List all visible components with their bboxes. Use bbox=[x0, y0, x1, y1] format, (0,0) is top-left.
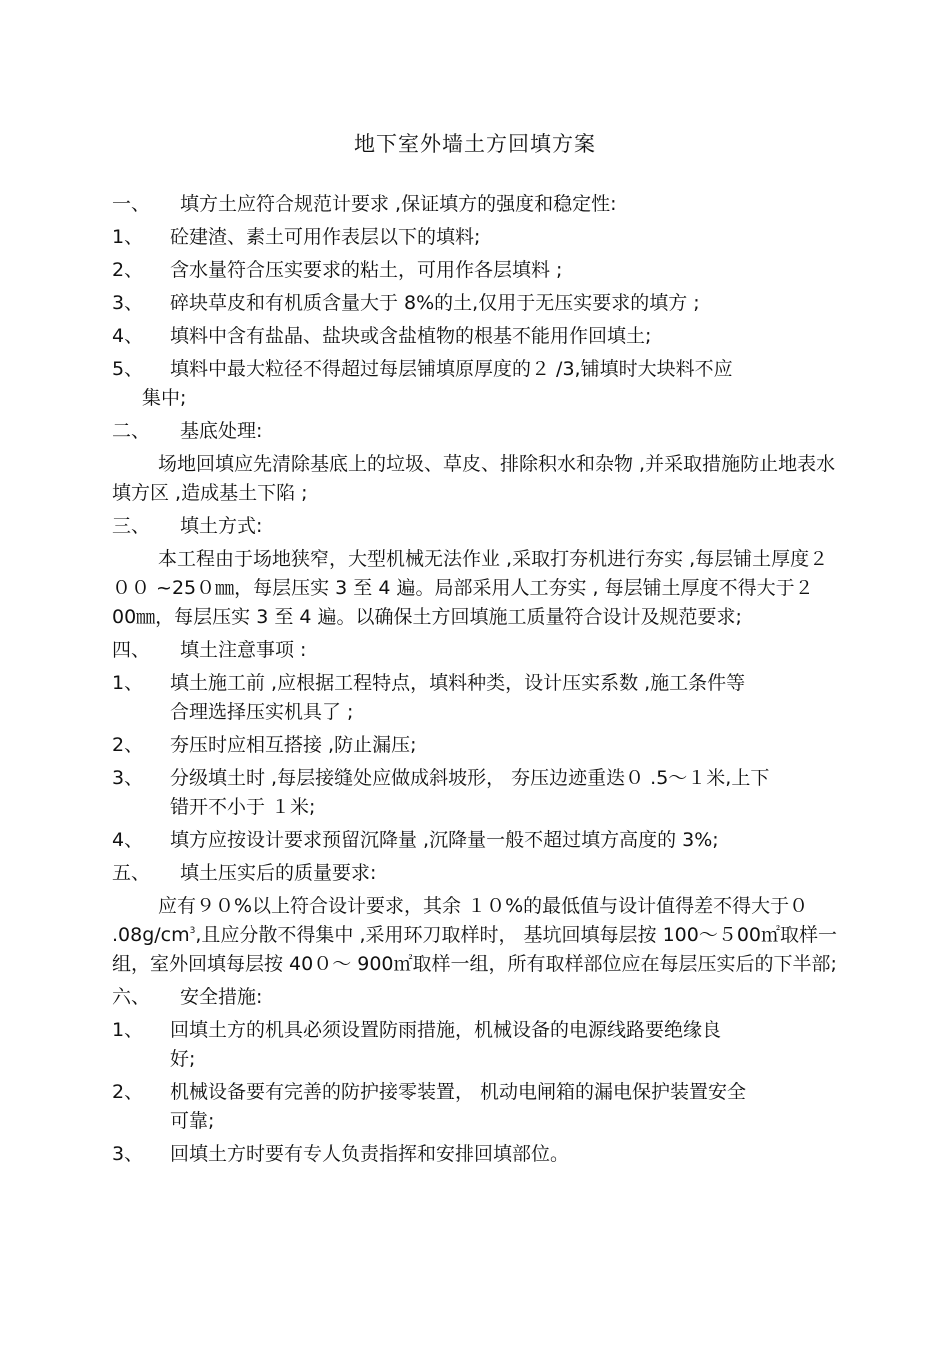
item-text: 机械设备要有完善的防护接零装置， 机动电闸箱的漏电保护装置安全 bbox=[170, 1081, 747, 1103]
paragraph-part: ,且应分散不得集中 ,采用环刀取样时， 基坑回填每层按 100～５00㎡取样一组，室外回填每层按 40０～ 900㎡取样一组，所有取样部位应在每层压实后的下半部; bbox=[112, 924, 838, 975]
item-number: 4、 bbox=[112, 325, 144, 347]
item-text: 砼建渣、素土可用作表层以下的填料; bbox=[170, 226, 481, 248]
item-continuation: 错开不小于 １米; bbox=[170, 796, 316, 818]
list-item bbox=[112, 355, 842, 384]
section-heading bbox=[112, 417, 842, 446]
list-item bbox=[112, 669, 842, 727]
section-number: 二、 bbox=[112, 420, 151, 442]
section-title: 安全措施: bbox=[180, 986, 263, 1008]
item-continuation: 好; bbox=[170, 1048, 196, 1070]
list-item bbox=[112, 731, 842, 760]
item-text: 回填土方的机具必须设置防雨措施，机械设备的电源线路要绝缘良 bbox=[170, 1019, 722, 1041]
item-continuation: 可靠; bbox=[170, 1110, 215, 1132]
item-number: 2、 bbox=[112, 734, 144, 756]
item-text: 碎块草皮和有机质含量大于 8%的土,仅用于无压实要求的填方 ; bbox=[170, 292, 700, 314]
item-number: 1、 bbox=[112, 1019, 144, 1041]
section-heading bbox=[112, 859, 842, 888]
item-continuation: 集中; bbox=[142, 387, 187, 409]
section-number: 五、 bbox=[112, 862, 151, 884]
item-body bbox=[170, 1016, 842, 1074]
superscript-unit: 3 bbox=[189, 926, 196, 936]
list-item bbox=[112, 1140, 842, 1169]
item-text: 填料中含有盐晶、盐块或含盐植物的根基不能用作回填土; bbox=[170, 325, 652, 347]
section-number: 四、 bbox=[112, 639, 151, 661]
section-paragraph: 本工程由于场地狭窄，大型机械无法作业 ,采取打夯机进行夯实 ,每层铺土厚度２００ ~25０㎜，每层压实 3 至 4 遍。局部采用人工夯实 , 每层铺土厚度不得大于２ 00㎜，每层压实 3 至 4 遍。以确保土方回填施工质量符合设计及规范要求; bbox=[112, 548, 829, 628]
item-number: 4、 bbox=[112, 829, 144, 851]
paragraph-part: 应有９０%以上符合设计要求，其余 １０%的最低值与设计值得差不得大于０ .08g/cm bbox=[112, 895, 809, 946]
list-item bbox=[112, 764, 842, 822]
list-item bbox=[112, 1078, 842, 1136]
list-item bbox=[112, 256, 842, 285]
item-body bbox=[170, 764, 842, 822]
section-paragraph bbox=[112, 892, 842, 979]
item-continuation: 合理选择压实机具了 ; bbox=[170, 701, 354, 723]
item-text: 夯压时应相互搭接 ,防止漏压; bbox=[170, 734, 417, 756]
list-item bbox=[112, 322, 842, 351]
section-number: 三、 bbox=[112, 515, 151, 537]
item-number: 5、 bbox=[112, 358, 144, 380]
section-title: 填土注意事项 : bbox=[180, 639, 307, 661]
section-title: 填方土应符合规范计要求 ,保证填方的强度和稳定性: bbox=[180, 193, 617, 215]
item-number: 3、 bbox=[112, 292, 144, 314]
section-paragraph: 场地回填应先清除基底上的垃圾、草皮、排除积水和杂物 ,并采取措施防止地表水填方区 ,造成基土下陷 ; bbox=[112, 453, 836, 504]
item-body bbox=[170, 669, 842, 727]
document-body bbox=[112, 190, 842, 1173]
section-heading bbox=[112, 636, 842, 665]
section-heading bbox=[112, 190, 842, 219]
section-title: 填土方式: bbox=[180, 515, 263, 537]
item-text: 含水量符合压实要求的粘土，可用作各层填料 ; bbox=[170, 259, 563, 281]
list-item bbox=[112, 826, 842, 855]
item-number: 1、 bbox=[112, 672, 144, 694]
section-number: 一、 bbox=[112, 193, 151, 215]
item-body bbox=[170, 1078, 842, 1136]
item-text: 回填土方时要有专人负责指挥和安排回填部位。 bbox=[170, 1143, 570, 1165]
item-text: 填方应按设计要求预留沉降量 ,沉降量一般不超过填方高度的 3%; bbox=[170, 829, 719, 851]
item-text: 填土施工前 ,应根据工程特点，填料种类，设计压实系数 ,施工条件等 bbox=[170, 672, 746, 694]
item-number: 3、 bbox=[112, 767, 144, 789]
list-item bbox=[112, 1016, 842, 1074]
item-text: 填料中最大粒径不得超过每层铺填原厚度的２ /3,铺填时大块料不应 bbox=[170, 358, 733, 380]
item-number: 3、 bbox=[112, 1143, 144, 1165]
item-number: 2、 bbox=[112, 1081, 144, 1103]
document-title: 地下室外墙土方回填方案 bbox=[354, 132, 596, 156]
list-item bbox=[112, 223, 842, 252]
section-number: 六、 bbox=[112, 986, 151, 1008]
section-title: 填土压实后的质量要求: bbox=[180, 862, 377, 884]
item-number: 2、 bbox=[112, 259, 144, 281]
section-title: 基底处理: bbox=[180, 420, 263, 442]
item-text: 分级填土时 ,每层接缝处应做成斜坡形， 夯压边迹重迭０ .5～１米,上下 bbox=[170, 767, 770, 789]
section-heading bbox=[112, 512, 842, 541]
list-item bbox=[112, 289, 842, 318]
item-number: 1、 bbox=[112, 226, 144, 248]
section-heading bbox=[112, 983, 842, 1012]
